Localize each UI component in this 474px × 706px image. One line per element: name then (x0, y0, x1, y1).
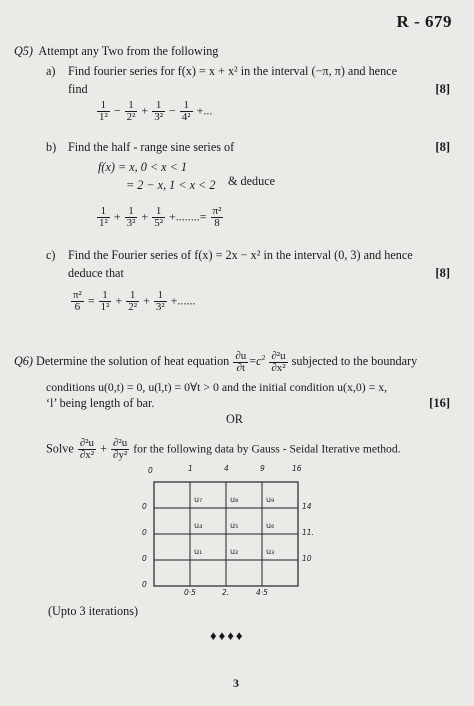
grid-left-1: 0 (142, 528, 147, 537)
grid-right-0: 14 (302, 502, 312, 511)
grid-left-3: 0 (142, 580, 147, 589)
q5a-marks: [8] (435, 82, 450, 96)
q5c-text-line1: Find the Fourier series of f(x) = 2x − x² in the interval (0, 3) and hence (68, 248, 413, 262)
cell-u3: u₃ (266, 547, 275, 556)
grid-bottom-0: 0·5 (184, 588, 196, 597)
cell-u8: u₈ (230, 495, 239, 504)
q5b-def-line2: = 2 − x, 1 < x < 2 (126, 178, 216, 192)
end-diamonds: ♦♦♦♦ (210, 628, 245, 643)
gauss-seidel-grid (142, 464, 316, 597)
q6-line2: conditions u(0,t) = 0, u(l,t) = 0∀t > 0 and the initial condition u(x,0) = x, (46, 380, 388, 394)
q5c-series-tail: +...... (170, 293, 196, 308)
q5a-series: $\frac{1}{\text{1²}}$ − $\frac{1}{\text{2²}}$ + $\frac{1}{\text{3²}}$ − $\frac{1}{\text{4²}}$ +... (99, 99, 213, 123)
grid-left-0: 0 (142, 502, 147, 511)
question-5-header (14, 44, 218, 59)
grid-bottom-2: 4·5 (256, 588, 268, 597)
q5-label: Q5) (14, 44, 33, 58)
grid-top-0: 0 (148, 466, 153, 475)
cell-u9: u₉ (266, 495, 275, 504)
q5a-label: a) (46, 64, 56, 78)
q5b-marks: [8] (435, 140, 450, 154)
grid-left-2: 0 (142, 554, 147, 563)
q5b-def-line1: f(x) = x, 0 < x < 1 (98, 160, 187, 174)
q6-line3: ‘l’ being length of bar. (46, 396, 155, 410)
q5b-deduce: & deduce (228, 174, 276, 188)
cell-u6: u₆ (266, 521, 275, 530)
q6-marks: [16] (429, 396, 450, 410)
q5-instruction: Attempt any Two from the following (38, 44, 219, 58)
q6-upto: (Upto 3 iterations) (48, 604, 139, 618)
q5b-dots: +........= (169, 209, 207, 224)
cell-u7: u₇ (194, 495, 203, 504)
q6-text-pre: Determine the solution of heat equation (36, 354, 230, 369)
q5a-series-tail: +... (196, 103, 213, 118)
q6-text-post: subjected to the boundary (291, 354, 418, 369)
q5b-text: Find the half - range sine series of (68, 140, 235, 154)
q5c-text-line2: deduce that (68, 266, 124, 280)
grid-top-2: 4 (224, 464, 229, 473)
grid-right-1: 11. (302, 528, 314, 537)
cell-u5: u₅ (230, 521, 239, 530)
q5b-label: b) (46, 140, 57, 154)
q5c-marks: [8] (435, 266, 450, 280)
q6-solve-line: Solve $\frac{\text{∂²u}}{\text{∂x²}}$ + $\frac{\text{∂²u}}{\text{∂y²}}$ for the following data by Gauss - Seidal Iterative method. (46, 437, 401, 461)
cell-u2: u₂ (230, 547, 239, 556)
grid-top-3: 9 (260, 464, 265, 473)
grid-right-2: 10 (302, 554, 312, 563)
cell-u4: u₄ (194, 521, 203, 530)
q5c-series: $\frac{\text{π²}}{6}$ = $\frac{1}{\text{1²}}$ + $\frac{1}{\text{2²}}$ + $\frac{1}{\text{3²}}$ +...... (73, 289, 196, 313)
q6-line1: Q6) Determine the solution of heat equation $\frac{\partial u}{\partial t}$ $=c^2$ $\frac{\text{∂²u}}{\text{∂x²}}$ subjected to the boundary (14, 349, 418, 374)
cell-u1: u₁ (194, 547, 203, 556)
q6-label: Q6) (14, 354, 33, 369)
paper-code: R - 679 (396, 12, 452, 31)
q5b-series: $\frac{1}{\text{1²}}$ + $\frac{1}{\text{3²}}$ + $\frac{1}{\text{5²}}$ +........= $\frac{\text{π²}}{8}$ (99, 205, 222, 229)
q6-solve-post: for the following data by Gauss - Seidal Iterative method. (133, 442, 401, 456)
q5a-text-line1: Find fourier series for f(x) = x + x² in the interval (−π, π) and hence (68, 64, 397, 78)
q6-or: OR (226, 412, 243, 426)
grid-top-1: 1 (188, 464, 193, 473)
q6-solve: Solve (46, 441, 74, 456)
q5c-label: c) (46, 248, 56, 262)
q5a-text-line2: find (68, 82, 88, 96)
grid-bottom-1: 2. (222, 588, 230, 597)
grid-top-4: 16 (292, 464, 302, 473)
page-number: 3 (233, 676, 239, 690)
